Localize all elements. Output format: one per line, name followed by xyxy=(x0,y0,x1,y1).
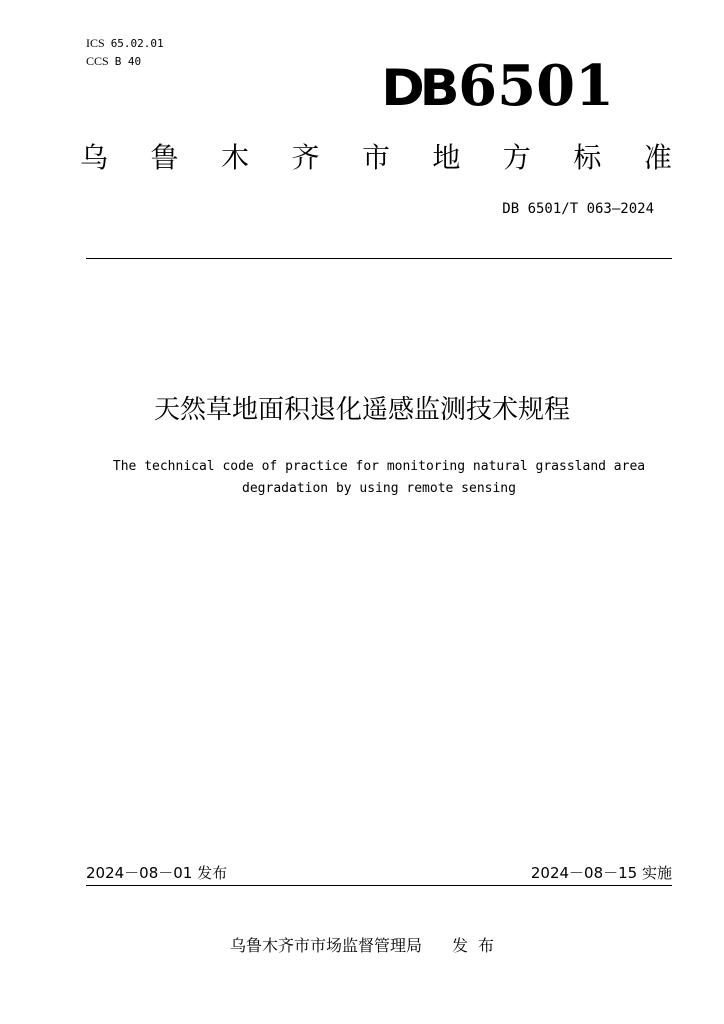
implementation-date: 2024－08－15 实施 xyxy=(530,864,672,882)
top-divider xyxy=(86,258,672,259)
standard-type-char: 方 xyxy=(502,141,531,174)
ccs-code: B 40 xyxy=(114,55,142,68)
ics-classification xyxy=(86,36,164,51)
bottom-divider xyxy=(86,885,672,886)
ics-code: 65.02.01 xyxy=(110,37,164,50)
standard-type-char: 齐 xyxy=(291,141,320,174)
standard-number: DB 6501/T 063—2024 xyxy=(502,201,654,217)
standard-type-char: 乌 xyxy=(80,141,109,174)
document-title-english xyxy=(86,456,672,500)
publisher-name: 乌鲁木齐市市场监督管理局 xyxy=(230,936,423,955)
standard-type-char: 地 xyxy=(432,141,461,174)
standard-type-char: 市 xyxy=(361,141,390,174)
english-title-line: degradation by using remote sensing xyxy=(242,481,516,496)
standard-type-char: 准 xyxy=(643,141,672,174)
publisher xyxy=(230,934,504,958)
ccs-classification xyxy=(86,54,141,69)
standard-type-char: 木 xyxy=(220,141,249,174)
publisher-verb: 发布 xyxy=(452,936,505,955)
db-logo-prefix: DB xyxy=(380,59,454,117)
db-logo xyxy=(380,53,614,119)
english-title-line: The technical code of practice for monitoring natural grassland area xyxy=(112,459,646,474)
standard-type-char: 鲁 xyxy=(150,141,179,174)
ics-label: ICS xyxy=(86,36,105,50)
ccs-label: CCS xyxy=(86,54,109,68)
standard-type-heading xyxy=(80,140,672,176)
standard-type-char: 标 xyxy=(573,141,602,174)
db-logo-code: 6501 xyxy=(458,53,614,119)
issue-date: 2024－08－01 发布 xyxy=(86,864,228,882)
document-title-chinese: 天然草地面积退化遥感监测技术规程 xyxy=(153,395,570,425)
